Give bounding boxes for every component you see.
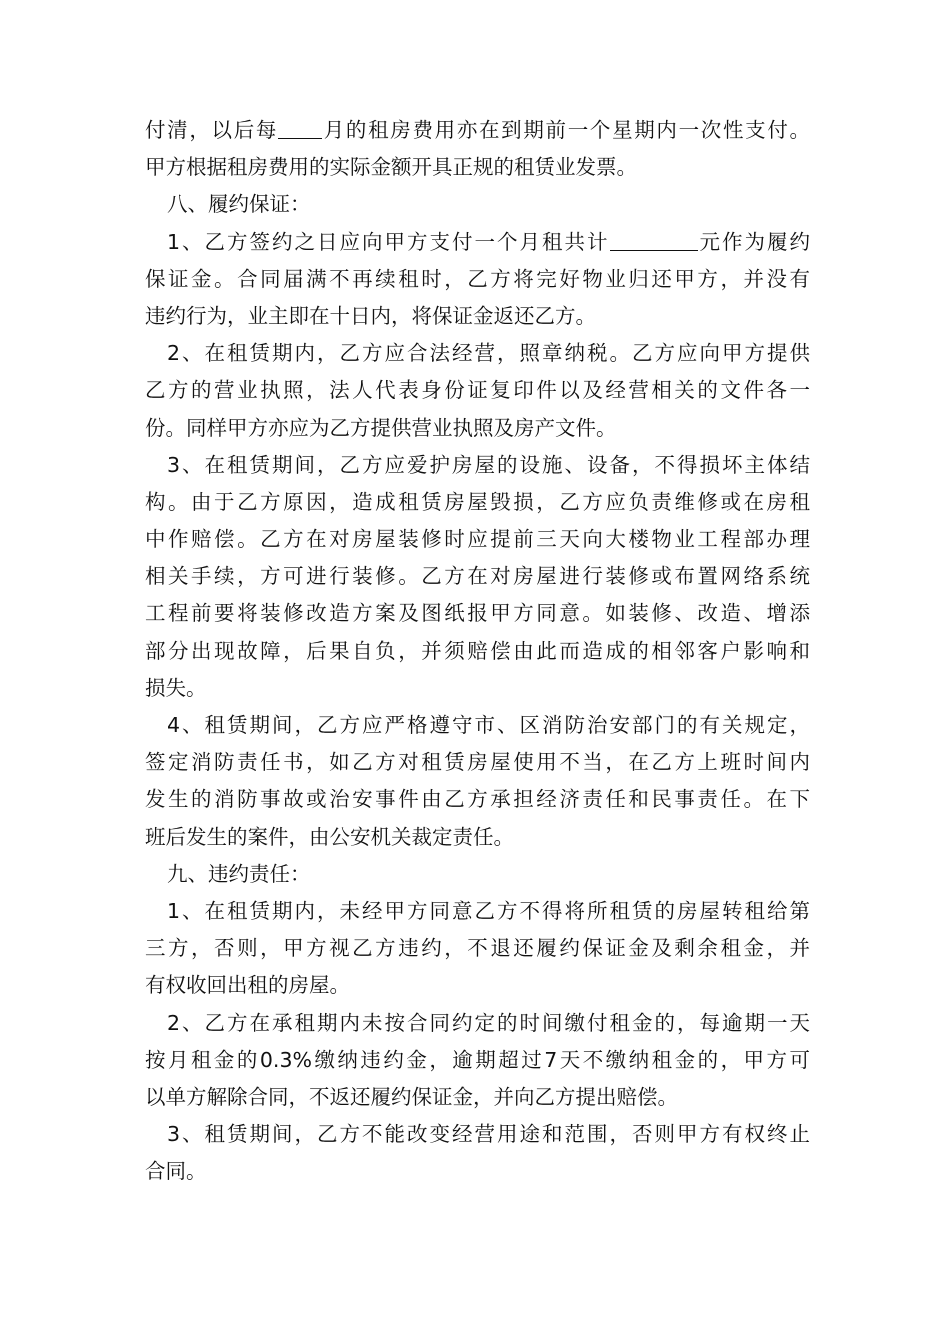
text-line: 1、在租赁期内，未经甲方同意乙方不得将所租赁的房屋转租给第 <box>167 898 810 923</box>
text-line: 中作赔偿。乙方在对房屋装修时应提前三天向大楼物业工程部办理 <box>145 527 810 552</box>
text-line: 合同。 <box>145 1159 207 1184</box>
text-line: 乙方的营业执照，法人代表身份证复印件以及经营相关的文件各一 <box>145 378 810 403</box>
text-line: 构。由于乙方原因，造成租赁房屋毁损，乙方应负责维修或在房租 <box>145 489 810 514</box>
fill-in-blank <box>278 116 322 139</box>
text-line: 按月租金的0.3%缴纳违约金，逾期超过7天不缴纳租金的，甲方可 <box>145 1047 810 1072</box>
text-segment: 1、乙方签约之日应向甲方支付一个月租共计 <box>167 229 610 254</box>
text-line: 班后发生的案件，由公安机关裁定责任。 <box>145 824 514 849</box>
text-line <box>145 112 810 149</box>
text-line: 违约行为，业主即在十日内，将保证金返还乙方。 <box>145 303 596 328</box>
text-line: 损失。 <box>145 675 207 700</box>
text-line: 甲方根据租房费用的实际金额开具正规的租赁业发票。 <box>145 155 637 180</box>
text-line: 发生的消防事故或治安事件由乙方承担经济责任和民事责任。在下 <box>145 787 810 812</box>
text-segment: 付清，以后每 <box>145 118 279 142</box>
text-line: 份。同样甲方亦应为乙方提供营业执照及房产文件。 <box>145 415 617 440</box>
text-segment: 元作为履约 <box>697 229 811 254</box>
text-line <box>145 224 810 261</box>
text-line: 2、在租赁期内，乙方应合法经营，照章纳税。乙方应向甲方提供 <box>167 341 810 366</box>
text-line: 3、租赁期间，乙方不能改变经营用途和范围，否则甲方有权终止 <box>167 1122 810 1147</box>
text-line: 部分出现故障，后果自负，并须赔偿由此而造成的相邻客户影响和 <box>145 638 810 663</box>
text-line: 有权收回出租的房屋。 <box>145 973 350 998</box>
text-line: 签定消防责任书，如乙方对租赁房屋使用不当，在乙方上班时间内 <box>145 750 810 775</box>
fill-in-blank <box>610 228 698 251</box>
text-line: 4、租赁期间，乙方应严格遵守市、区消防治安部门的有关规定， <box>167 713 810 737</box>
text-line: 保证金。合同届满不再续租时，乙方将完好物业归还甲方，并没有 <box>145 266 810 291</box>
text-line: 相关手续，方可进行装修。乙方在对房屋进行装修或布置网络系统 <box>145 564 810 589</box>
document-page <box>145 112 810 1190</box>
section-heading: 九、违约责任： <box>167 861 311 886</box>
text-line: 三方，否则，甲方视乙方违约，不退还履约保证金及剩余租金，并 <box>145 936 810 961</box>
text-segment: 月的租房费用亦在到期前一个星期内一次性支付。 <box>322 118 811 142</box>
text-line: 以单方解除合同，不返还履约保证金，并向乙方提出赔偿。 <box>145 1084 678 1109</box>
text-line: 2、乙方在承租期内未按合同约定的时间缴付租金的，每逾期一天 <box>167 1010 810 1035</box>
section-heading: 八、履约保证： <box>167 192 311 217</box>
text-line: 工程前要将装修改造方案及图纸报甲方同意。如装修、改造、增添 <box>145 601 810 626</box>
text-line: 3、在租赁期间，乙方应爱护房屋的设施、设备，不得损坏主体结 <box>167 452 810 477</box>
